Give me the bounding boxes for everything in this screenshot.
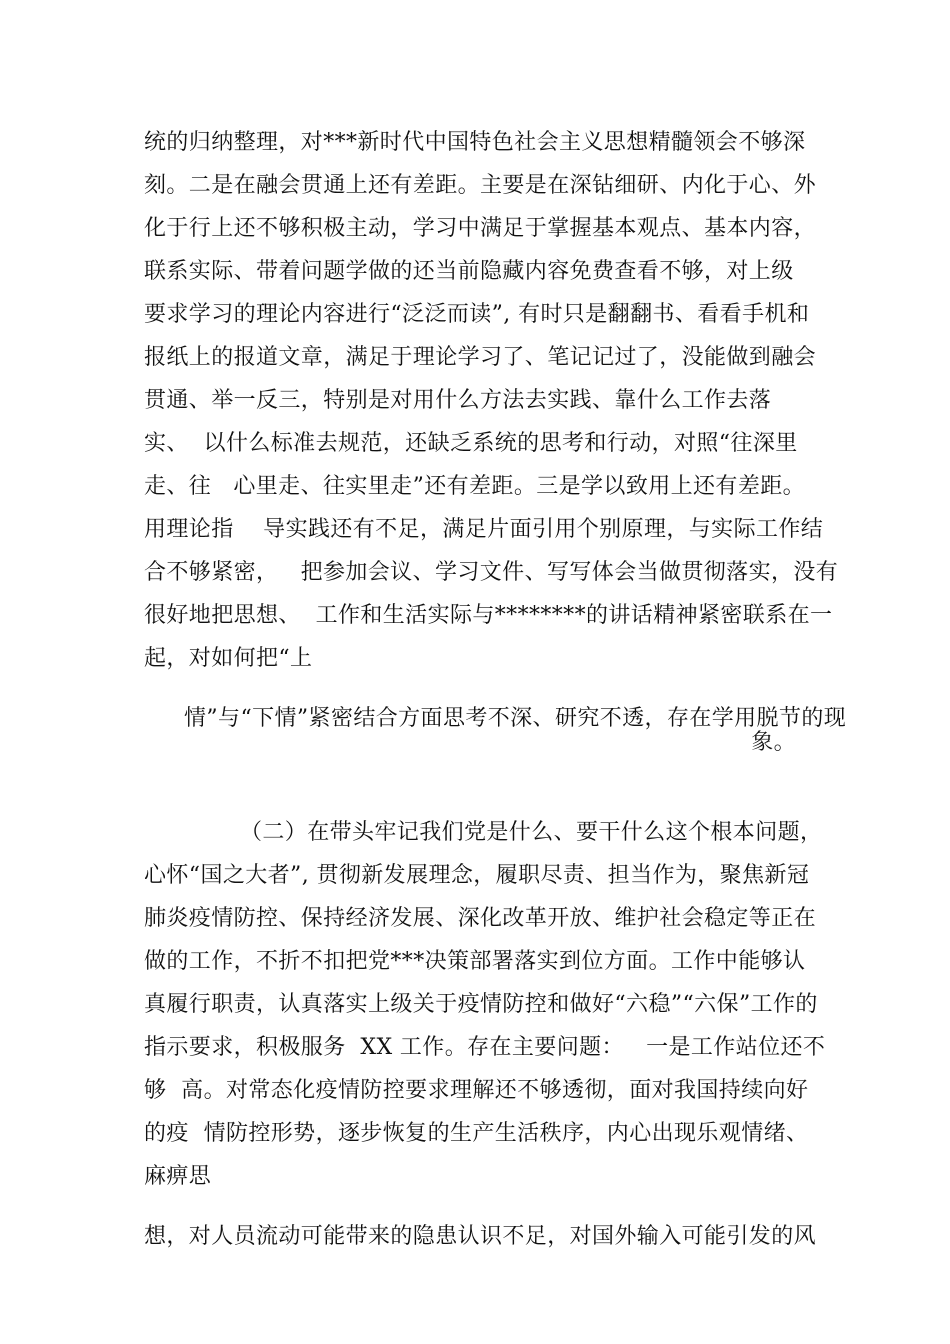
text-line: 报纸上的报道文章，满足于理论学习了、笔记记过了，没能做到融会 xyxy=(144,345,817,370)
text-line: 用理论指 导实践还有不足，满足片面引用个别原理，与实际工作结 xyxy=(144,517,824,542)
text-line: 情”与“下情”紧密结合方面思考不深、研究不透，存在学用脱节的现 xyxy=(184,706,847,731)
text-line: 做的工作，不折不扣把党***决策部署落实到位方面。工作中能够认 xyxy=(144,949,806,974)
text-line: 够 高。对常态化疫情防控要求理解还不够透彻，面对我国持续向好 xyxy=(144,1078,809,1103)
text-line: 象。 xyxy=(751,730,796,755)
text-line: 走、往 心里走、往实里走”还有差距。三是学以致用上还有差距。 xyxy=(144,474,806,499)
text-line: 指示要求，积极服务 XX 工作。存在主要问题： 一是工作站位还不 xyxy=(144,1035,826,1060)
text-line: 心怀“国之大者”, 贯彻新发展理念，履职尽责、担当作为，聚焦新冠 xyxy=(144,863,810,888)
text-line: 真履行职责，认真落实上级关于疫情防控和做好“六稳”“六保”工作的 xyxy=(144,992,818,1017)
text-line: 肺炎疫情防控、保持经济发展、深化改革开放、维护社会稳定等正在 xyxy=(144,906,817,931)
text-line: 的疫 情防控形势，逐步恢复的生产生活秩序，内心出现乐观情绪、 xyxy=(144,1121,809,1146)
text-line: 合不够紧密， 把参加会议、学习文件、写写体会当做贯彻落实，没有 xyxy=(144,560,839,585)
text-line: 刻。二是在融会贯通上还有差距。主要是在深钻细研、内化于心、外 xyxy=(144,173,817,198)
text-line: 要求学习的理论内容进行“泛泛而读”, 有时只是翻翻书、看看手机和 xyxy=(144,302,810,327)
text-line: 麻痹思 xyxy=(144,1164,212,1189)
text-line: 统的归纳整理，对***新时代中国特色社会主义思想精髓领会不够深 xyxy=(144,130,806,155)
text-line: 起，对如何把“上 xyxy=(144,646,313,671)
section-heading-line: （二）在带头牢记我们党是什么、要干什么这个根本问题， xyxy=(240,820,823,845)
text-line: 想，对人员流动可能带来的隐患认识不足，对国外输入可能引发的风 xyxy=(144,1224,817,1249)
text-line: 联系实际、带着问题学做的还当前隐藏内容免费查看不够，对上级 xyxy=(144,259,794,284)
text-line: 很好地把思想、 工作和生活实际与********的讲话精神紧密联系在一 xyxy=(144,603,833,628)
text-line: 化于行上还不够积极主动，学习中满足于掌握基本观点、基本内容， xyxy=(144,216,817,241)
text-line: 实、 以什么标准去规范，还缺乏系统的思考和行动，对照“往深里 xyxy=(144,431,798,456)
text-line: 贯通、举一反三，特别是对用什么方法去实践、靠什么工作去落 xyxy=(144,388,772,413)
